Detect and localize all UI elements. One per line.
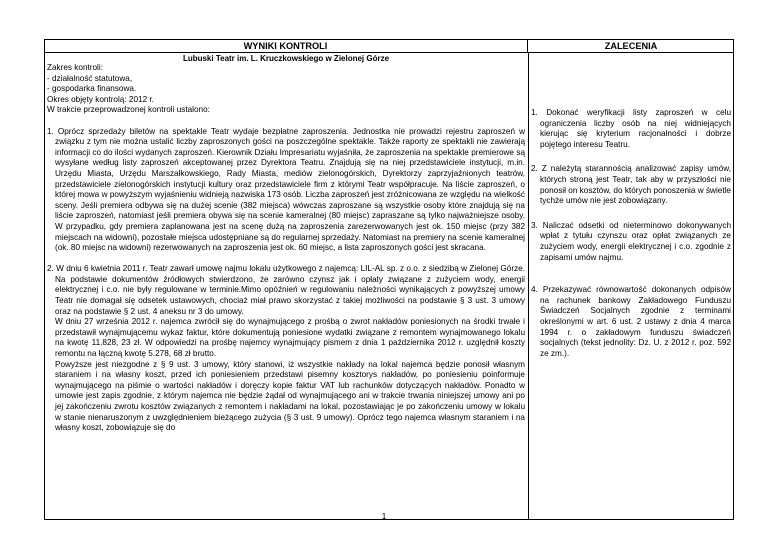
findings-heading: WYNIKI KONTROLI	[44, 40, 528, 52]
finding-paragraph-2-continued: Powyższe jest niezgodne z § 9 ust. 3 umowy, który stanowi, iż wszystkie nakłady na lokal najemca będzie ponosił własnym staraniem i na własny koszt, przed ich poniesieniem przedstawi pisemny kosztorys nakładów, po poniesieniu poinformuje wynajmującego na piśmie o wartości nakładów i doręczy kopie faktur VAT lub rachunków dotyczących nakładów. Ponadto w umowie jest zapis zgodnie, z którym najemca nie będzie żądał od wynajmującego ani w trakcie trwania niniejszej umowy ani po jej zakończeniu zwrotu kosztów związanych z remontem i nakładami na lokal, pozostawiając je po zakończeniu umowy w lokalu w stanie nienaruszonym z uwzględnieniem bieżącego zużycia (§ 3 ust. 9 umowy). Oprócz tego najemca własnym staraniem i na własny koszt, zobowiązuje się do	[55, 359, 525, 433]
theatre-name-subtitle: Lubuski Teatr im. L. Kruczkowskiego w Zielonej Górze	[182, 54, 390, 63]
table-header-row	[44, 39, 734, 53]
recommendation-item: 3. Naliczać odsetki od nieterminowo dokonywanych wpłat z tytułu czynszu oraz opłat związanych ze zużyciem wody, energii elektrycznej i c.o. zgodnie z zapisami umów najmu.	[531, 220, 731, 262]
findings-column	[47, 63, 525, 434]
scope-item: - gospodarka finansowa.	[47, 84, 137, 94]
finding-paragraph-2: 2. W dniu 6 kwietnia 2011 r. Teatr zawarł umowę najmu lokalu użytkowego z najemcą: LIL-AL sp. z o.o. z siedzibą w Zielonej Górze. Na podstawie dokumentów źródłowych stwierdzono, że zarówno czynsz jak i opłaty związane z zużyciem wody, energii elektrycznej i c.o. nie były regulowane w terminie.Mimo opóźnień w regulowaniu należności wynikających z powyższej umowy Teatr nie domagał się odsetek ustawowych, chociaż miał prawo skorzystać z takiej możliwości na podstawie § 3 ust. 3 umowy oraz na podstawie § 2 ust. 4 aneksu nr 3 do umowy.	[47, 264, 525, 316]
recommendations-column	[531, 108, 731, 359]
scope-item: - działalność statutowa,	[47, 73, 133, 83]
recommendation-item: 4. Przekazywać równowartość dokonanych odpisów na rachunek bankowy Zakładowego Funduszu Świadczeń Socjalnych zgodnie z terminami określonymi w art. 6 ust. 2 ustawy z dnia 4 marca 1994 r. o zakładowym funduszu świadczeń socjalnych (tekst jednolity: Dz. U. z 2012 r. poz. 592 ze zm.).	[531, 285, 731, 358]
scope-title: Zakres kontroli:	[47, 63, 103, 72]
column-divider	[528, 53, 529, 520]
recommendation-item: 1. Dokonać weryfikacji listy zaproszeń w celu ograniczenia liczby osób na niej widniejących kierując się kryterium racjonalności i dobrze pojętego interesu Teatru.	[531, 108, 731, 149]
findings-intro: W trakcie przeprowadzonej kontroli ustalono:	[47, 105, 210, 115]
finding-paragraph-2-continued: W dniu 27 września 2012 r. najemca zwrócił się do wynajmującego z prośbą o zwrot nakładów poniesionych na środki trwałe i przedstawił wynajmującemu wykaz faktur, które dokumentują poniesione wydatki związane z remontem wynajmowanego lokalu na kwotę 11.828, 23 zł. W odpowiedzi na prośbę najemcy wynajmujący pismem z dnia 1 października 2012 r. uzględnił koszty remontu na łączną kwotę 5.278, 68 zł brutto.	[55, 317, 525, 359]
recommendation-item: 2. Z należytą starannością analizować zapisy umów, których stroną jest Teatr, tak aby w przyszłości nie ponosił on kosztów, do których ponoszenia w świetle tychże umów nie jest zobowiązany.	[531, 164, 731, 206]
recommendations-heading: ZALECENIA	[604, 41, 658, 51]
page-number: 1	[381, 512, 387, 521]
finding-paragraph-1: 1. Oprócz sprzedaży biletów na spektakle Teatr wydaje bezpłatne zaproszenia. Jednostka nie prowadzi rejestru zaproszeń w związku z tym nie można ustalić liczby zaproszonych gości na poszczególne spektakle. Także raporty ze spektakli nie zawierają informacji co do ilości wydanych zaproszeń. Kierownik Działu Impresariatu wyjaśniła, że zaproszenia na spektakle premierowe są wysyłane według listy zaproszeń akceptowanej przez Dyrektora Teatru. Znajdują się na niej przedstawiciele instytucji, m.in. Urzędu Miasta, Urzędu Marszałkowskiego, Rady Miasta, mediów zielonogórskich, Dyrektorzy zaprzyjaźnionych teatrów, przedstawiciele zielonogórskich instytucji kultury oraz przedstawiciele firm z którymi Teatr współpracuje. Na liście zaproszeń, o której mowa w powyższym wyjaśnieniu widnieją nazwiska 173 osób. Liczba zaproszeń jest zróżnicowana ze względu na wielkość sceny. Jeśli premiera odbywa się na dużej scenie (382 miejsca) wówczas zaproszane są wszystkie osoby które znajdują się na liście zaproszeń, natomiast jeśli premiera obywa się na scenie kameralnej (80 miejsc) zapraszane są tylko najważniejsze osoby. W przypadku, gdy premiera zaplanowana jest na scenę dużą na zaproszenia zarezerwowanych jest ok. 150 miejsc (przy 382 miejscach na widowni), pozostałe miejsca udostępniane są do regularnej sprzedaży. Natomiast na premiery na scenie kameralnej (ok. 80 miejsc na widowni) rezerwowanych na zaproszenia jest ok. 60 miejsc, a lista zaproszonych gości jest skracana.	[47, 126, 525, 253]
audit-period: Okres objęty kontrolą: 2012 r.	[47, 94, 154, 104]
